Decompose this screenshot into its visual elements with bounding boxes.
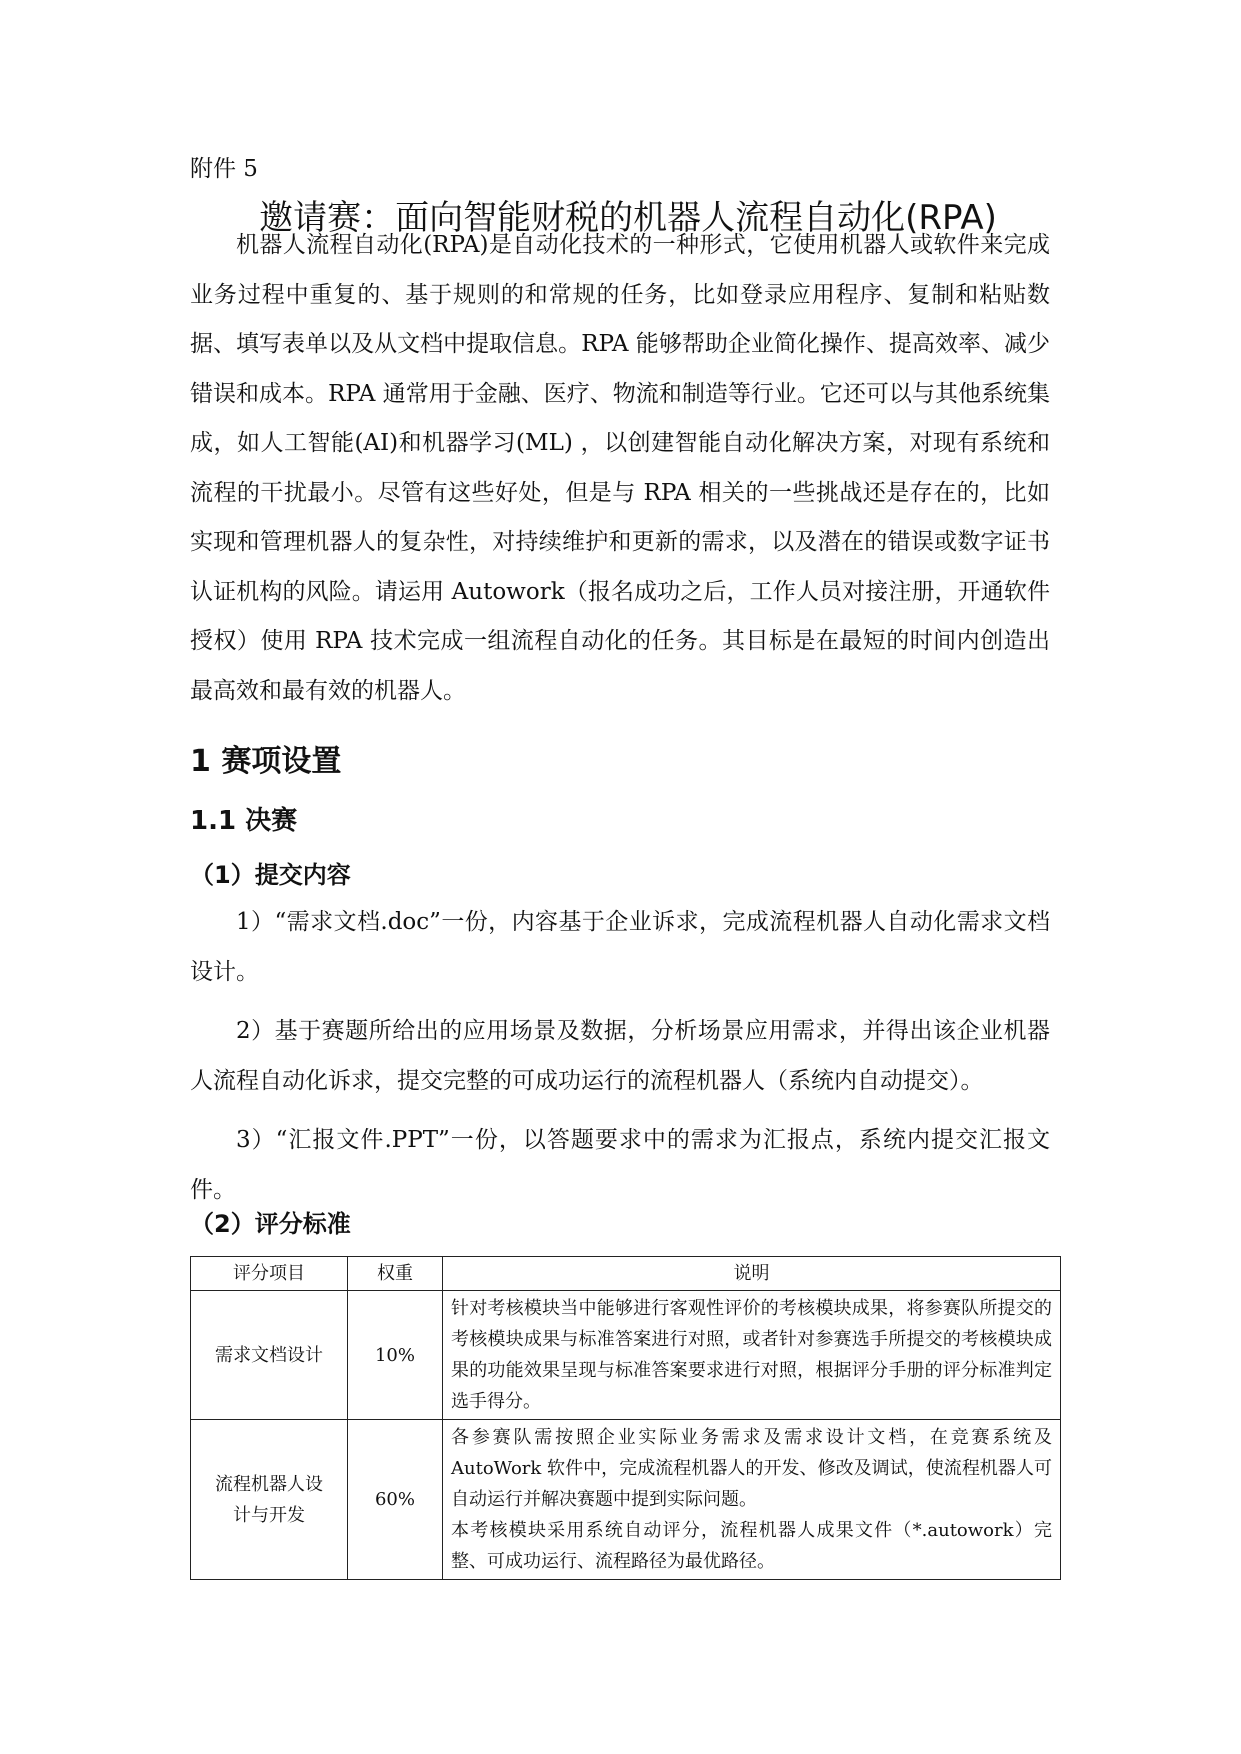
row-weight: 10%: [348, 1291, 443, 1420]
row-description: [443, 1420, 1061, 1580]
annex-label: 附件 5: [190, 156, 258, 182]
intro-paragraph: 机器人流程自动化(RPA)是自动化技术的一种形式，它使用机器人或软件来完成业务过程中重复的、基于规则的和常规的任务，比如登录应用程序、复制和粘贴数据、填写表单以及从文档中提取信息。RPA 能够帮助企业简化操作、提高效率、减少错误和成本。RPA 通常用于金融、医疗、物流和制造等行业。它还可以与其他系统集成，如人工智能(AI)和机器学习(ML) ，以创建智能自动化解决方案，对现有系统和流程的干扰最小。尽管有这些好处，但是与 RPA 相关的一些挑战还是存在的，比如实现和管理机器人的复杂性，对持续维护和更新的需求，以及潜在的错误或数字证书认证机构的风险。请运用 Autowork（报名成功之后，工作人员对接注册，开通软件授权）使用 RPA 技术完成一组流程自动化的任务。其目标是在最短的时间内创造出最高效和最有效的机器人。: [190, 232, 1050, 704]
header-description: 说明: [443, 1257, 1061, 1291]
submission-item-3: 3）“汇报文件.PPT”一份，以答题要求中的需求为汇报点，系统内提交汇报文件。: [190, 1127, 1050, 1203]
row-description-line: 本考核模块采用系统自动评分，流程机器人成果文件（*.autowork）完整、可成功运行、流程路径为最优路径。: [451, 1520, 1052, 1572]
scoring-table: [190, 1256, 1061, 1580]
submission-item-2: 2）基于赛题所给出的应用场景及数据，分析场景应用需求，并得出该企业机器人流程自动化诉求，提交完整的可成功运行的流程机器人（系统内自动提交）。: [190, 1018, 1050, 1094]
header-item: 评分项目: [191, 1257, 348, 1291]
submission-item-1: 1）“需求文档.doc”一份，内容基于企业诉求，完成流程机器人自动化需求文档设计。: [190, 909, 1050, 985]
row-weight: 60%: [348, 1420, 443, 1580]
table-row: [191, 1420, 1061, 1580]
document-title: 邀请赛：面向智能财税的机器人流程自动化(RPA): [259, 198, 997, 238]
scoring-heading: （2）评分标准: [190, 1210, 351, 1238]
header-weight: 权重: [348, 1257, 443, 1291]
row-description-line: 各参赛队需按照企业实际业务需求及需求设计文档，在竞赛系统及 AutoWork 软件中，完成流程机器人的开发、修改及调试，使流程机器人可自动运行并解决赛题中提到实际问题。: [451, 1427, 1052, 1510]
row-item: 流程机器人设计与开发: [191, 1420, 348, 1580]
row-item: 需求文档设计: [191, 1291, 348, 1420]
table-header-row: [191, 1257, 1061, 1291]
row-description-line: 针对考核模块当中能够进行客观性评价的考核模块成果，将参赛队所提交的考核模块成果与标准答案进行对照，或者针对参赛选手所提交的考核模块成果的功能效果呈现与标准答案要求进行对照，根据评分手册的评分标准判定选手得分。: [451, 1298, 1052, 1412]
submission-heading: （1）提交内容: [190, 861, 351, 889]
row-description: [443, 1291, 1061, 1420]
section-heading-1-1: 1.1 决赛: [190, 806, 298, 836]
section-heading-1: 1 赛项设置: [190, 744, 342, 779]
table-row: [191, 1291, 1061, 1420]
